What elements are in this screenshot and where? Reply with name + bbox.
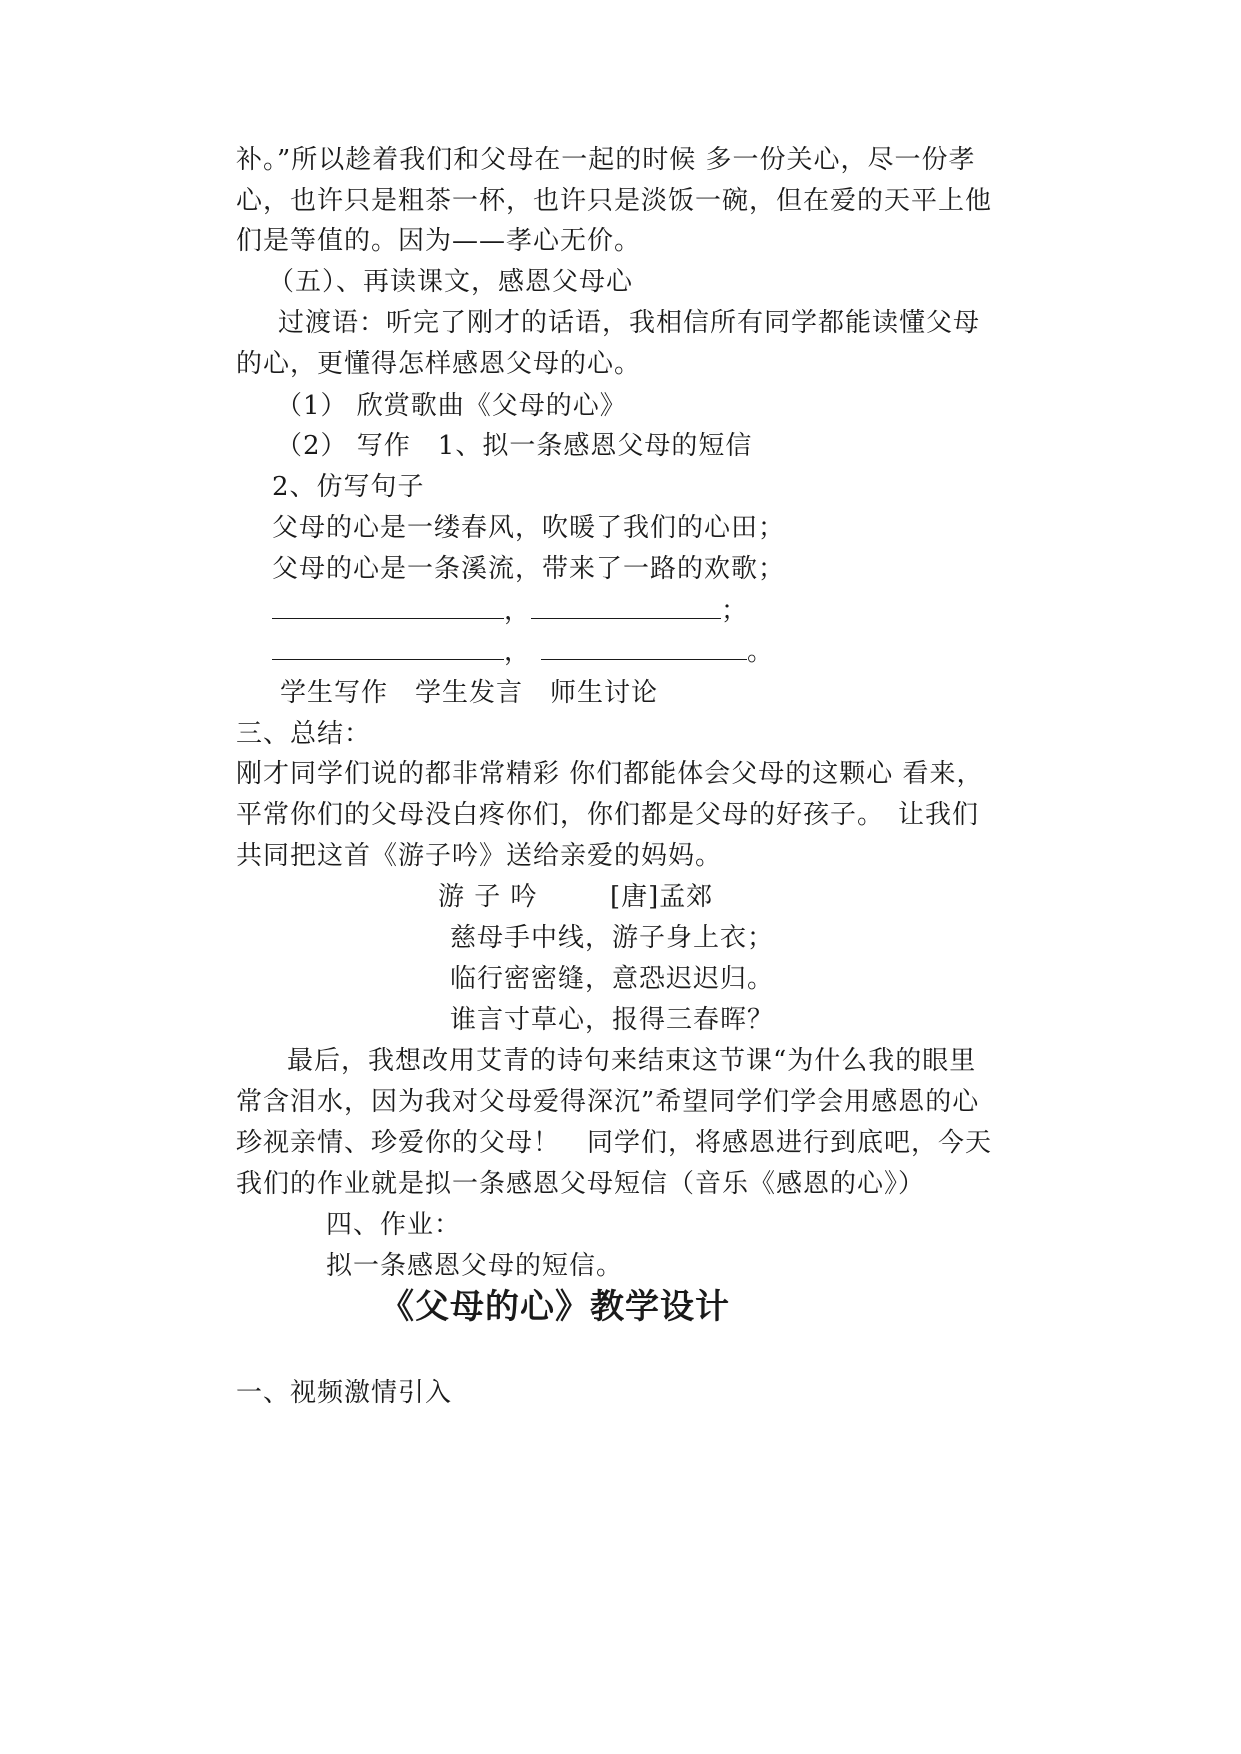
list-item: （2） 写作 1、拟一条感恩父母的短信 xyxy=(276,431,753,461)
list-item: （1） 欣赏歌曲《父母的心》 xyxy=(276,391,627,421)
section-heading: 一、视频激情引入 xyxy=(236,1378,453,1408)
poem-title: 游 子 吟 xyxy=(438,882,538,912)
blank-separator: ， xyxy=(504,596,532,626)
poem-line: 临行密密缝，意恐迟迟归。 xyxy=(450,964,775,994)
paragraph-line: 常含泪水，因为我对父母爱得深沉”希望同学们学会用感恩的心 xyxy=(236,1087,980,1117)
paragraph-line: 共同把这首《游子吟》送给亲爱的妈妈。 xyxy=(236,841,723,871)
activity-line: 学生写作 学生发言 师生讨论 xyxy=(280,678,659,708)
paragraph-line: 刚才同学们说的都非常精彩 你们都能体会父母的这颗心 看来， xyxy=(236,759,984,789)
section-heading: 四、作业： xyxy=(326,1210,462,1240)
paragraph-line: 们是等值的。因为——孝心无价。 xyxy=(236,226,642,256)
example-sentence: 父母的心是一缕春风，吹暖了我们的心田； xyxy=(272,513,786,543)
fill-blank-line xyxy=(272,635,774,669)
paragraph-line: 珍视亲情、珍爱你的父母！ 同学们，将感恩进行到底吧，今天 xyxy=(236,1128,993,1158)
blank-field xyxy=(541,637,747,660)
paragraph-line: 我们的作业就是拟一条感恩父母短信（音乐《感恩的心》） xyxy=(236,1169,926,1199)
blank-field xyxy=(531,596,721,619)
list-item: 2、仿写句子 xyxy=(272,472,425,502)
poem-line: 谁言寸草心，报得三春晖？ xyxy=(450,1005,775,1035)
paragraph-line: 补。”所以趁着我们和父母在一起的时候 多一份关心，尽一份孝 xyxy=(236,145,976,175)
example-sentence: 父母的心是一条溪流，带来了一路的欢歌； xyxy=(272,554,786,584)
paragraph-line: 过渡语：听完了刚才的话语，我相信所有同学都能读懂父母 xyxy=(278,308,981,338)
blank-separator: 。 xyxy=(747,637,775,667)
paragraph-line: 最后，我想改用艾青的诗句来结束这节课“为什么我的眼里 xyxy=(287,1046,977,1076)
section-heading: 三、总结： xyxy=(236,719,372,749)
poem-author: [唐]孟郊 xyxy=(610,882,714,912)
poem-line: 慈母手中线，游子身上衣； xyxy=(450,923,775,953)
document-title: 《父母的心》教学设计 xyxy=(380,1287,730,1327)
paragraph-line: 的心，更懂得怎样感恩父母的心。 xyxy=(236,349,642,379)
blank-field xyxy=(272,637,504,660)
blank-separator: ； xyxy=(721,596,749,626)
fill-blank-line xyxy=(272,594,748,628)
blank-separator: ， xyxy=(504,637,532,667)
paragraph-line: 拟一条感恩父母的短信。 xyxy=(326,1251,624,1281)
paragraph-line: 平常你们的父母没白疼你们，你们都是父母的好孩子。 让我们 xyxy=(236,800,980,830)
section-heading: （五）、再读课文，感恩父母心 xyxy=(268,267,634,297)
blank-field xyxy=(272,596,504,619)
paragraph-line: 心，也许只是粗茶一杯，也许只是淡饭一碗，但在爱的天平上他 xyxy=(236,186,993,216)
